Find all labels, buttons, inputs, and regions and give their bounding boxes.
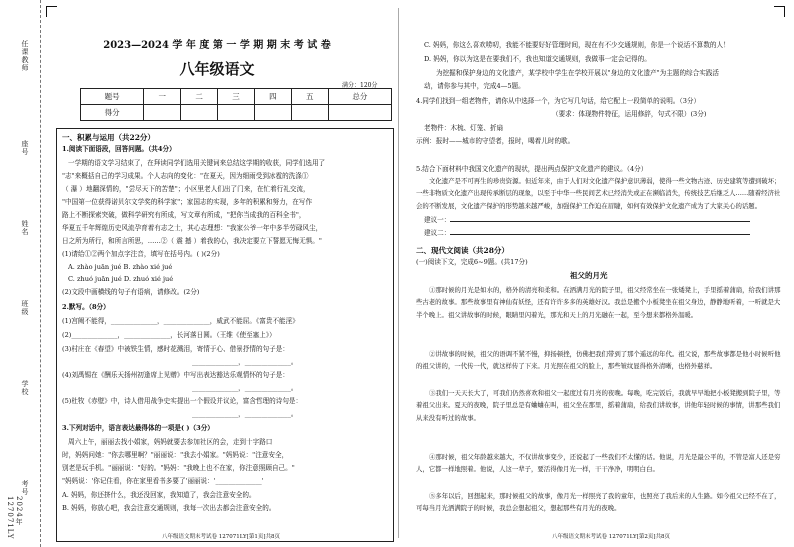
material-paragraph: 文化遗产是不可再生的珍贵资源。但近年来，由于人们对文化遗产保护意识薄弱，使得一些文物古迹、历史建筑等遭到破坏；一些非物质文化遗产出现传承断层的现象，以至于中华一些民间艺术已经消失或正在濒临消失，传统技艺后继乏人……随着经济社会的不断发展，文化遗产保护的形势越来越严峻，加强保护工作迫在眉睫，如何有效保护文化遗产成为了大家关心的话题。 (416, 177, 781, 210)
article-paragraph: ④那时候，祖父年龄越来越大，不仅讲故事变少，还说起了一些我们不太懂的话。他说，月光是最公平的，不管是富人还是穷人，它都一样地照着。他说，人这一辈子，要活得像月光一样，干干净净，明明白白。 (416, 453, 781, 474)
score-cell[interactable] (181, 105, 218, 121)
question-line: 1.阅读下面语段，回答问题。（共4分） (62, 145, 176, 153)
text-line: 时，妈妈问她："你去哪里啊？"丽丽说："我去小娟家。"妈妈说："注意安全， (62, 451, 289, 459)
article-paragraph: ③我们一天天长大了，可我们仍然喜欢和祖父一起度过有月亮的夜晚。每晚，吃完饭后，我就早早地把小板凳搬到院子里，等着祖父出来。夏天的夜晚，院子里总是有蛐蛐在叫，祖父坐在那里，摇着蒲扇，给我们讲故事，讲他年轻时候的事情，讲那些我们从来没有听过的故事。 (416, 389, 781, 422)
margin-label-class: 班级 (21, 300, 29, 316)
option-line[interactable]: A. zhào juān jué B. zhào xié jué (68, 263, 173, 271)
text-line: 动，请你参与其中，完成4—5题。 (424, 82, 525, 90)
margin-label-name: 姓名 (21, 220, 29, 236)
margin-label-seat: 座号 (21, 140, 29, 156)
score-cell: 二 (181, 89, 218, 105)
margin-code: 2024年127071LY (6, 496, 23, 540)
answer-label (424, 217, 750, 224)
option-line[interactable]: B. 妈妈，你放心吧，我会注意交通规则，我每一次出去都会注意安全的。 (62, 504, 276, 512)
text-line: 日之所为所行，和所言所思，……②（ 震 撼 ）着我的心，我决定要立下誓愿无悔无惧。" (62, 237, 322, 245)
left-page (42, 8, 392, 540)
text-line: "中国第一位获得诺贝尔文学奖的科学家"；家国志的实现，多年的积累和努力，在写作 (62, 198, 313, 206)
right-page (402, 8, 786, 540)
score-cell[interactable] (254, 105, 291, 121)
question-line: 4.同学们找到一组老物件，请你从中选择一个，为它写几句话，给它配上一段简单的说明。（3分） (416, 97, 701, 105)
margin-label-kaohao: 考号 (21, 480, 29, 496)
score-cell: 题号 (81, 89, 144, 105)
question-line: 3.下列对话中，语言表达最得体的一项是( )（3分） (62, 424, 214, 432)
exam-title: 2023—2024 学 年 度 第 一 学 期 期 末 考 试 卷 (103, 40, 331, 51)
score-cell[interactable] (291, 105, 328, 121)
page-footer: 八年级语文期末考试卷 127071LY[第2页]共8页 (552, 534, 670, 540)
question-line: (1)请给①②两个加点字注音，填写在括号内。( )(2分) (62, 250, 220, 258)
score-cell: 三 (218, 89, 255, 105)
text-line: "志"来概括自己的学习成果。个人志向的变化："在夏天，因为细雨受到冰雹的洗涤① (62, 172, 309, 180)
score-cell[interactable] (144, 105, 181, 121)
margin-label-teacher: 任课教师 (21, 40, 29, 72)
article-paragraph: ⑤多年以后，回想起来，那时候祖父的故事，像月光一样照亮了我的童年，也照亮了我后来的人生路。如今祖父已经不在了，可每当月光洒满院子的时候，我总会想起祖父，想起那些有月光的夜晚。 (416, 492, 781, 513)
article-title: 祖父的月光 (570, 271, 608, 280)
answer-blank[interactable] (450, 221, 750, 222)
section-heading: 二、现代文阅读（共28分） (416, 246, 509, 255)
fill-line[interactable]: (1)宫阙不能得，______________，______________，威武不能屈。《富贵不能淫》 (62, 317, 299, 325)
score-cell: 得分 (81, 105, 144, 121)
subject-title: 八年级语文 (179, 60, 255, 78)
section-heading: 一、积累与运用（共22分） (62, 133, 155, 142)
answer-label-text: 建议一： (424, 216, 451, 224)
question-line: (3)村庄在《春望》中被铁生情，感时花溅泪，寄情于心、借景抒情的句子是： (62, 345, 289, 353)
question-line: (4)刘禹锡在《酬乐天扬州初逢席上见赠》中写出表达豁达乐观情怀的句子是： (62, 371, 289, 379)
option-line[interactable]: D. 妈妈，你以为这是在要我们不，我也知道交通规则，我做事一定会记得的。 (424, 55, 651, 63)
option-line[interactable]: C. 妈妈，你这么喜欢唠叨，我能不能要好好管理时间，现在有不少交通规则，你是一个说话不算数的人！ (424, 41, 730, 49)
fill-line[interactable]: (2)______________，______________，长河落日圆。（王维《使至塞上》） (62, 331, 276, 339)
score-table-row (81, 89, 392, 105)
text-line: 周六上午，丽丽去找小娟家，妈妈就要去参加社区的会，走到十字路口 (68, 438, 273, 446)
option-line[interactable]: A. 妈妈，你还挤什么，我还没回家，我知道了，我会注意安全的。 (62, 491, 256, 499)
question-line: 5.结合下面材料中我国文化遗产的现状，提出两点保护文化遗产的建议。（4分） (416, 165, 648, 173)
text-line: 一学期的语文学习结束了，在拜读同学们选用关键词来总结这学期的收获，同学们选用了 (68, 159, 326, 167)
score-table-row (81, 105, 392, 121)
score-table (80, 88, 392, 121)
score-cell: 四 (254, 89, 291, 105)
article-paragraph: ①那时候的月光是如水的，格外的清亮和柔和。在洒满月光的院子里，祖父经常坐在一张矮凳上，手里摇着蒲扇，给我们讲那些古老的故事。那些故事里有神仙有妖怪，还有许许多多的英雄好汉。我总是搬个小板凳坐在祖父身边，静静地听着，一听就是大半个晚上。祖父讲故事的时候，眼睛里闪着光，那光和天上的月光融在一起，至今想来都格外温暖。 (416, 286, 781, 319)
fill-line[interactable]: ______________，______________。 (192, 358, 298, 366)
question-line: (一)阅读下文，完成6~9题。(共17分) (416, 258, 528, 266)
answer-label (424, 230, 750, 237)
option-line[interactable]: C. zhuó juān jué D. zhuó xié jué (68, 275, 174, 283)
question-line: (5)杜牧《赤壁》中，诗人借用战争史实提出一个假设并议论，富含哲理的诗句是： (62, 397, 303, 405)
score-cell: 五 (291, 89, 328, 105)
fill-line[interactable]: ______________，______________。 (192, 384, 298, 392)
question-line: 2.默写。（8分） (62, 303, 110, 311)
text-line: （要求：体现物件特征，运用修辞，句式不限）(3分) (552, 110, 707, 118)
text-line: 别老是玩手机。"丽丽说："好的。"妈妈："我晚上也不在家，你注意照顾自己。" (62, 464, 295, 472)
score-cell: 一 (144, 89, 181, 105)
text-line: 示例：报时——城市的守望者，报时，喝着儿时的歌。 (416, 137, 575, 145)
text-line: 为挖掘和保护身边的文化遗产，某学校中学生在学校开展以"身边的文化遗产"为主题的综合实践活 (436, 69, 720, 77)
margin-label-school: 学校 (21, 380, 29, 396)
text-line: "妈妈说：'你记住看，你在家里看书多要了'丽丽说：'______________' (62, 477, 264, 485)
question-line: (2)文段中画横线的句子有语病，请修改。(2分) (62, 288, 200, 296)
answer-blank[interactable] (450, 234, 750, 235)
page-footer: 八年级语文期末考试卷 127071LY[第1页]共8页 (162, 534, 280, 540)
full-score: 满分：120分 (342, 82, 378, 89)
text-line: 老物件：木梳、灯笼、折扇 (424, 124, 504, 132)
score-cell[interactable] (218, 105, 255, 121)
text-line: 华夏五千年辉煌历史风流孕育着有志之士，其心志理想："我家公爷一年中多半劳碌风尘， (62, 224, 323, 232)
answer-label-text: 建议二： (424, 229, 451, 237)
text-line: 路上不断探索突破，做科学研究有所成，写文章有所成，"把你当成我的百科全书"， (62, 211, 306, 219)
fill-line[interactable]: ______________，______________。 (192, 410, 298, 418)
article-paragraph: ②讲故事的时候，祖父的语调不紧不慢，抑扬顿挫，仿佛把我们带到了那个遥远的年代。祖父说，那些故事都是他小时候听他的祖父讲的，一代传一代，就这样传了下来。月光照在祖父的脸上，那些皱纹显得格外清晰，也格外慈祥。 (416, 350, 781, 371)
score-cell[interactable] (328, 105, 391, 121)
score-cell: 总分 (328, 89, 391, 105)
page-divider (398, 8, 399, 538)
text-line: （ 瀑 ）地翻深情的，"尝尽天下的苦楚"；小区里老人们出了门来，在忙着行礼交流， (62, 185, 310, 193)
binding-margin (0, 0, 41, 547)
